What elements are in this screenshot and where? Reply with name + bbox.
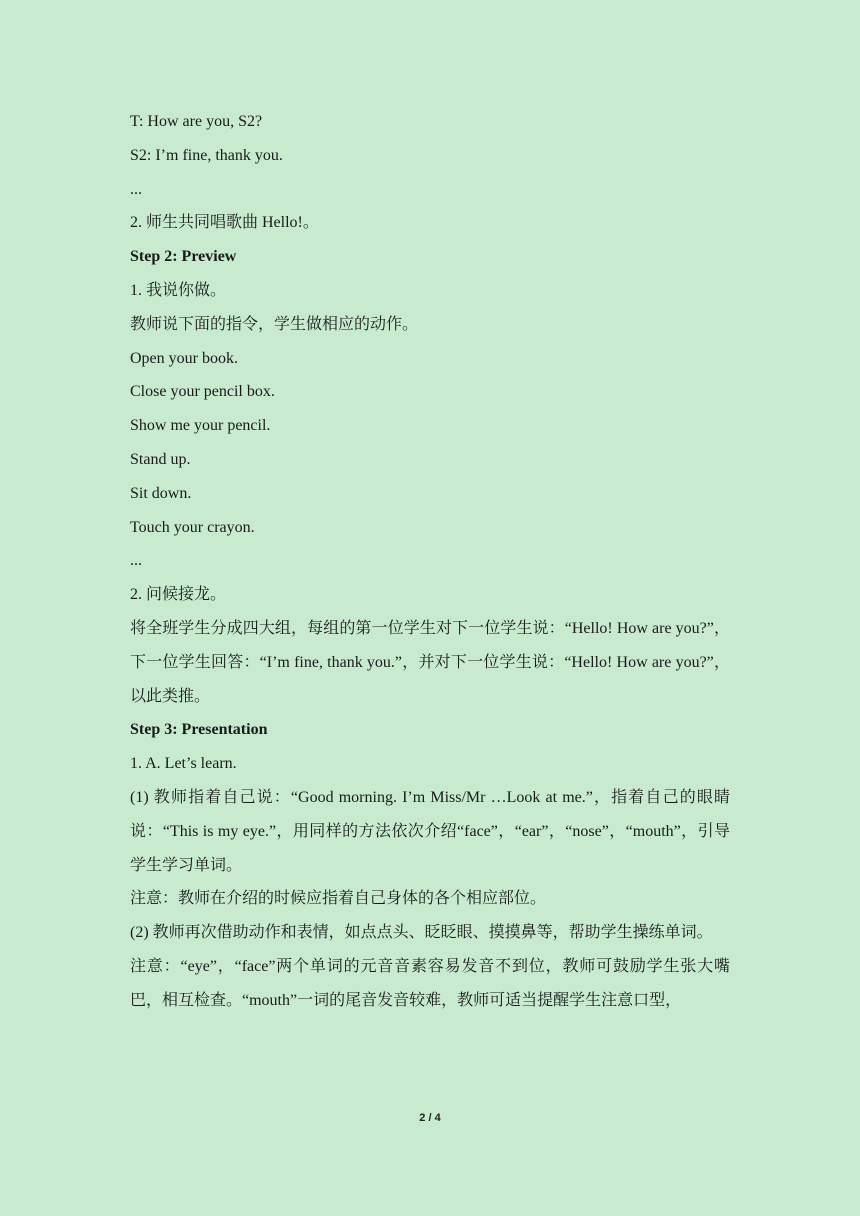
paragraph: 将全班学生分成四大组，每组的第一位学生对下一位学生说：“Hello! How are you?”，下一位学生回答：“I’m fine, thank you.”，并对下一位学生说：“Hello! How are you?”，以此类推。 — [130, 619, 730, 705]
paragraph: (1) 教师指着自己说：“Good morning. I’m Miss/Mr …Look at me.”，指着自己的眼睛说：“This is my eye.”，用同样的方法依次介绍“face”，“ear”，“nose”，“mouth”，引导学生学习单词。 — [130, 788, 730, 874]
activity-item: 1. A. Let’s learn. — [130, 755, 237, 773]
command-line: Open your book. — [130, 349, 238, 367]
activity-item: 2. 问候接龙。 — [130, 586, 227, 604]
note-paragraph: 注意：“eye”，“face”两个单词的元音音素容易发音不到位，教师可鼓励学生张大嘴巴，相互检查。“mouth”一词的尾音发音较难，教师可适当提醒学生注意口型， — [130, 957, 730, 1009]
ellipsis-line: ... — [130, 552, 142, 570]
command-line: Close your pencil box. — [130, 383, 275, 401]
command-line: Show me your pencil. — [130, 417, 271, 435]
activity-item: 2. 师生共同唱歌曲 Hello!。 — [130, 214, 319, 232]
ellipsis-line: ... — [130, 180, 142, 198]
page-number: 2 / 4 — [419, 1112, 441, 1124]
document-body — [130, 105, 730, 1018]
step-heading: Step 3: Presentation — [130, 721, 268, 739]
note-paragraph: 注意：教师在介绍的时候应指着自己身体的各个相应部位。 — [130, 890, 547, 908]
command-line: Touch your crayon. — [130, 518, 255, 536]
command-line: Sit down. — [130, 484, 192, 502]
paragraph: (2) 教师再次借助动作和表情，如点点头、眨眨眼、摸摸鼻等，帮助学生操练单词。 — [130, 924, 713, 942]
step-heading: Step 2: Preview — [130, 248, 237, 266]
dialogue-line: T: How are you, S2? — [130, 113, 263, 130]
command-line: Stand up. — [130, 450, 191, 468]
activity-item: 1. 我说你做。 — [130, 281, 227, 299]
dialogue-line: S2: I’m fine, thank you. — [130, 146, 283, 164]
instruction-line: 教师说下面的指令，学生做相应的动作。 — [130, 315, 419, 333]
